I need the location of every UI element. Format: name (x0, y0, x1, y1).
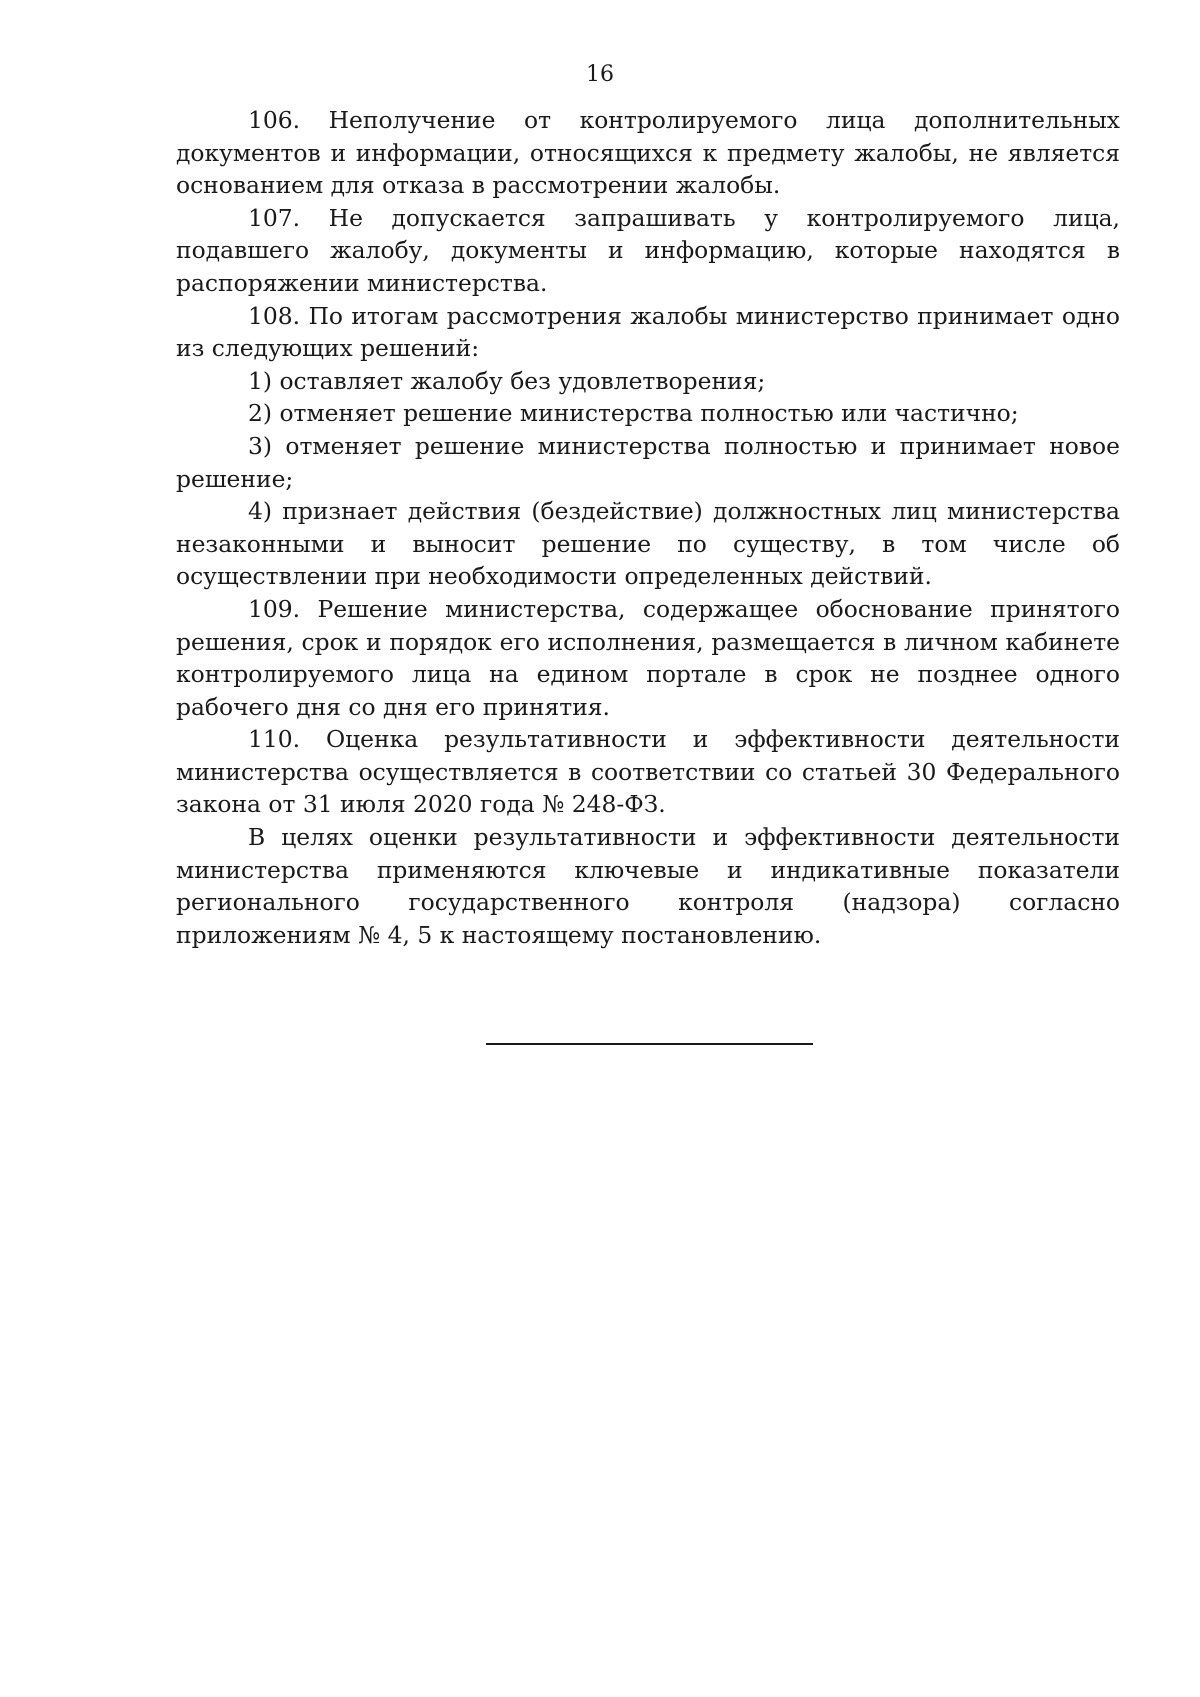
list-item-2: 2) отменяет решение министерства полностью или частично; (248, 399, 1019, 428)
paragraph-110: 110. Оценка результативности и эффективности деятельности министерства осуществляется в соответствии со статьей 30 Федерального закона от 31 июля 2020 года № 248-ФЗ. (176, 725, 1120, 819)
document-body (176, 104, 1120, 951)
page-number: 16 (586, 62, 614, 87)
list-item-1: 1) оставляет жалобу без удовлетворения; (248, 366, 766, 395)
list-item-3: 3) отменяет решение министерства полностью и принимает новое решение; (176, 431, 1120, 493)
closing-divider (486, 1043, 813, 1045)
paragraph-106: 106. Неполучение от контролируемого лица дополнительных документов и информации, относящихся к предмету жалобы, не является основанием для отказа в рассмотрении жалобы. (176, 106, 1120, 200)
paragraph-107: 107. Не допускается запрашивать у контролируемого лица, подавшего жалобу, документы и информацию, которые находятся в распоряжении министерства. (176, 203, 1120, 297)
paragraph-108: 108. По итогам рассмотрения жалобы министерство принимает одно из следующих решений: (176, 301, 1120, 363)
list-item-4: 4) признает действия (бездействие) должностных лиц министерства незаконными и выносит решение по существу, в том числе об осуществлении при необходимости определенных действий. (176, 497, 1120, 591)
paragraph-final: В целях оценки результативности и эффективности деятельности министерства применяются ключевые и индикативные показатели регионального государственного контроля (надзора) согласно приложениям № 4, 5 к настоящему постановлению. (176, 823, 1120, 949)
paragraph-109: 109. Решение министерства, содержащее обоснование принятого решения, срок и порядок его исполнения, размещается в личном кабинете контролируемого лица на едином портале в срок не позднее одного рабочего дня со дня его принятия. (176, 594, 1120, 721)
